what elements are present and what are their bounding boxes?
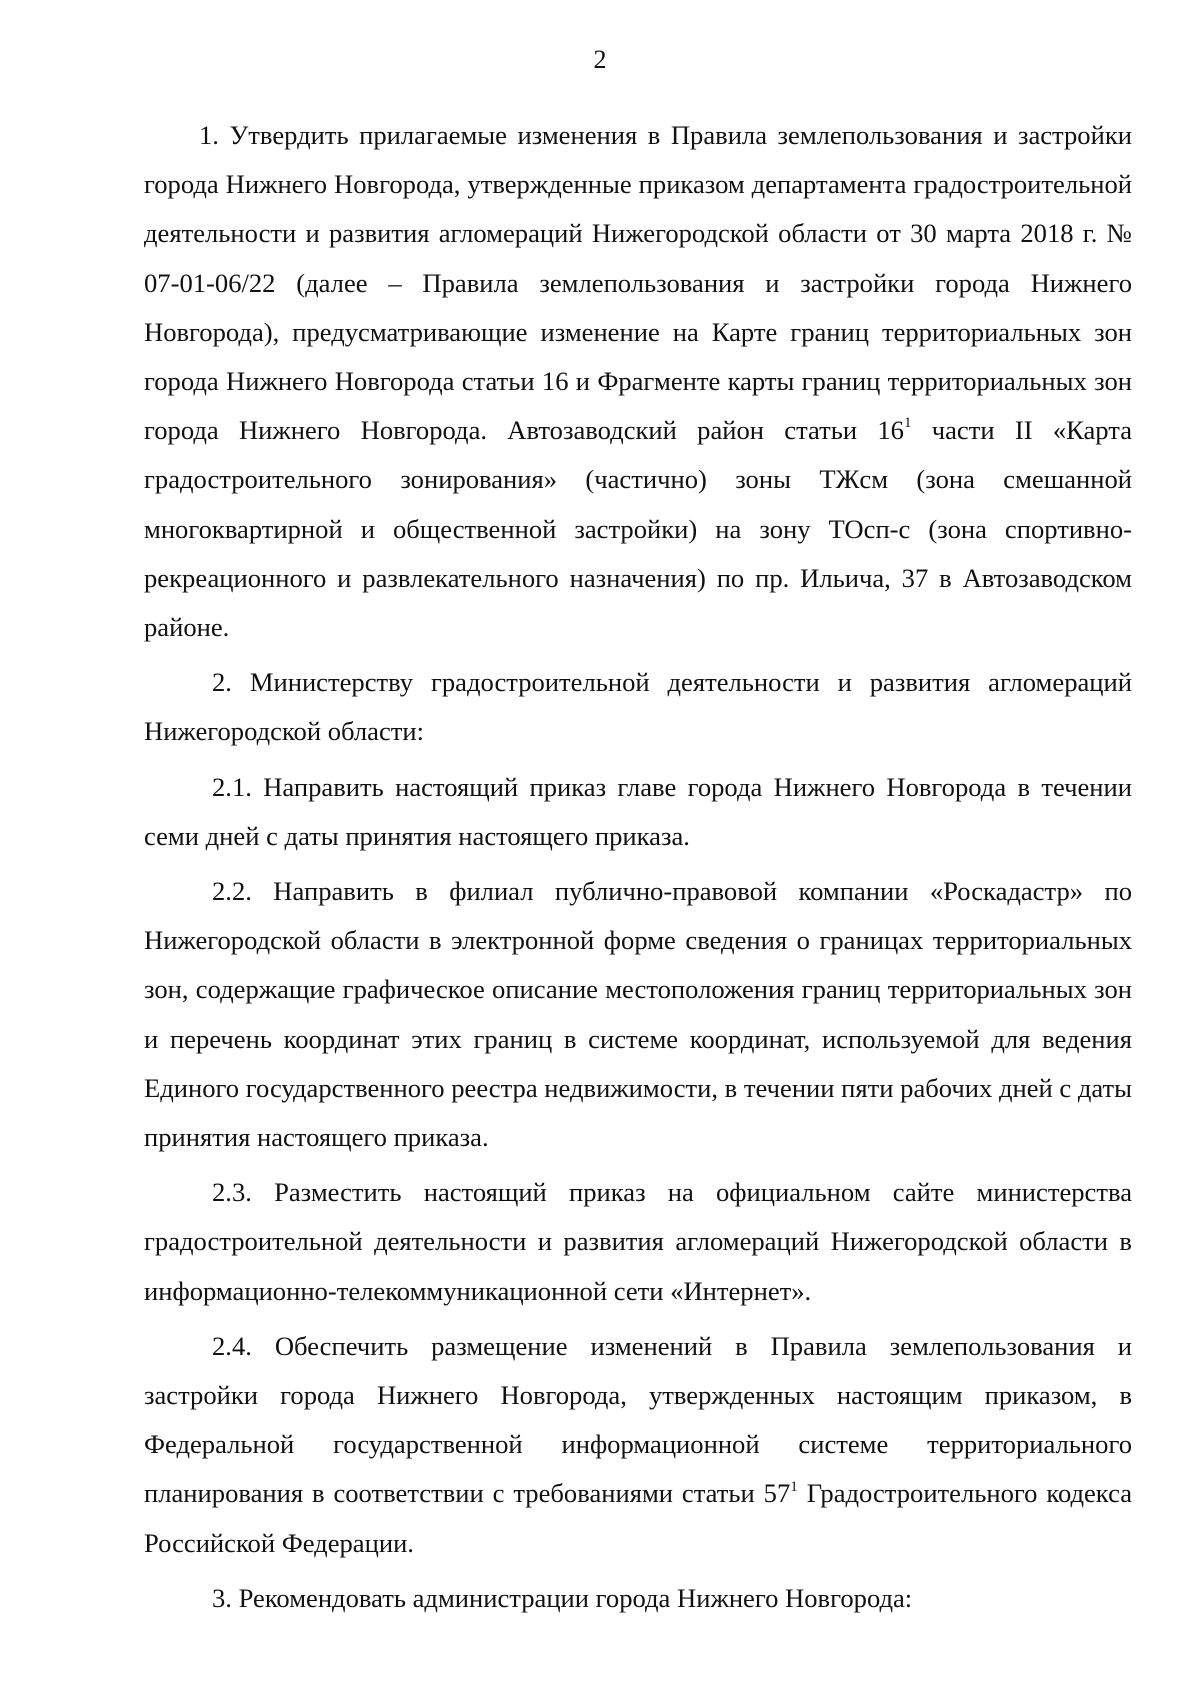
paragraph-2-3-publish-website: 2.3. Разместить настоящий приказ на официальном сайте министерства градостроительной деятельности и развития агломераций Нижегородской области в информационно-телекоммуникационной сети «Интернет». (144, 1177, 1132, 1306)
paragraph-2-1-send-order: 2.1. Направить настоящий приказ главе города Нижнего Новгорода в течении семи дней с даты принятия настоящего приказа. (144, 771, 1132, 851)
superscript-article-index: 1 (790, 1478, 798, 1495)
paragraph-3-recommend: 3. Рекомендовать администрации города Нижнего Новгорода: (212, 1582, 913, 1613)
paragraph-2-4-text-part2: Градостроительного кодекса Российской Федерации. (144, 1478, 1132, 1558)
paragraph-1-text-part1: 1. Утвердить прилагаемые изменения в Правила землепользования и застройки города Нижнего Новгорода, утвержденные приказом департамента градостроительной деятельности и развития агломераций Нижегородской области от 30 марта 2018 г. № 07-01-06/22 (далее – Правила землепользования и застройки города Нижнего Новгорода), предусматривающие изменение на Карте границ территориальных зон города Нижнего Новгорода статьи 16 и Фрагменте карты границ территориальных зон города Нижнего Новгорода. Автозаводский район статьи 16 (144, 120, 1132, 446)
paragraph-2-4-text-part1: 2.4. Обеспечить размещение изменений в Правила землепользования и застройки города Нижнего Новгорода, утвержденных настоящим приказом, в Федеральной государственной информационной системе территориального планирования в соответствии с требованиями статьи 57 (144, 1330, 1132, 1509)
paragraph-2-4-fgis-tp (144, 1322, 1132, 1568)
page-number: 2 (593, 45, 607, 74)
document-body (144, 111, 1132, 1629)
paragraph-1-text-part2: части II «Карта градостроительного зонирования» (частично) зоны ТЖсм (зона смешанной многоквартирной и общественной застройки) на зону ТОсп-с (зона спортивно-рекреационного и развлекательного назначения) по пр. Ильича, 37 в Автозаводском районе. (144, 415, 1132, 643)
paragraph-2-2-roskadastr: 2.2. Направить в филиал публично-правовой компании «Роскадастр» по Нижегородской области в электронной форме сведения о границах территориальных зон, содержащие графическое описание местоположения границ территориальных зон и перечень координат этих границ в системе координат, используемой для ведения Единого государственного реестра недвижимости, в течении пяти рабочих дней с даты принятия настоящего приказа. (144, 876, 1132, 1153)
paragraph-2-ministry: 2. Министерству градостроительной деятельности и развития агломераций Нижегородской области: (144, 667, 1132, 747)
paragraph-1-approve-changes (144, 111, 1132, 652)
superscript-article-index: 1 (903, 415, 912, 432)
